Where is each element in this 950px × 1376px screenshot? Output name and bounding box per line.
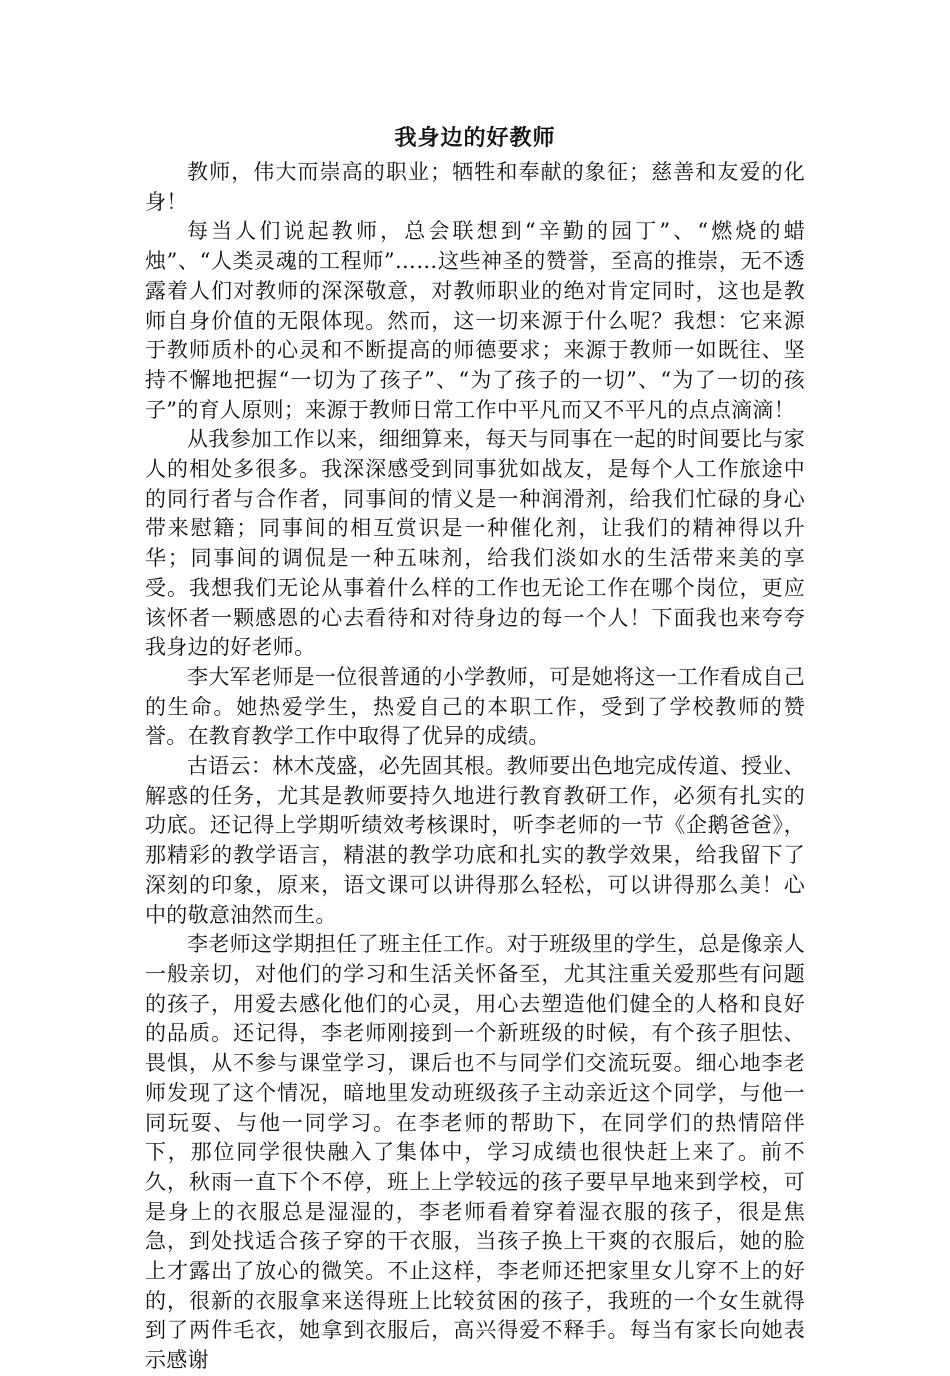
paragraph-4: 李大军老师是一位很普通的小学教师，可是她将这一工作看成自己的生命。她热爱学生，热爱自己的本职工作，受到了学校教师的赞誉。在教育教学工作中取得了优异的成绩。 [145, 664, 805, 749]
paragraph-2: 每当人们说起教师，总会联想到“辛勤的园丁”、“燃烧的蜡烛”、“人类灵魂的工程师”……这些神圣的赞誉，至高的推崇，无不透露着人们对教师的深深敬意，对教师职业的绝对肯定同时，这也是教师自身价值的无限体现。然而，这一切来源于什么呢？我想：它来源于教师质朴的心灵和不断提高的师德要求；来源于教师一如既往、坚持不懈地把握“一切为了孩子”、“为了孩子的一切”、“为了一切的孩子”的育人原则；来源于教师日常工作中平凡而又不平凡的点点滴滴！ [145, 219, 805, 422]
paragraph-3: 从我参加工作以来，细细算来，每天与同事在一起的时间要比与家人的相处多很多。我深深感受到同事犹如战友，是每个人工作旅途中的同行者与合作者，同事间的情义是一种润滑剂，给我们忙碌的身心带来慰籍；同事间的相互赏识是一种催化剂，让我们的精神得以升华；同事间的调侃是一种五味剂，给我们淡如水的生活带来美的享受。我想我们无论从事着什么样的工作也无论工作在哪个岗位，更应该怀者一颗感恩的心去看待和对待身边的每一个人！下面我也来夸夸我身边的好老师。 [145, 427, 805, 660]
paragraph-1: 教师，伟大而崇高的职业；牺牲和奉献的象征；慈善和友爱的化身！ [145, 160, 805, 214]
document-title: 我身边的好教师 [394, 125, 556, 151]
document-page [145, 118, 805, 1376]
paragraph-6: 李老师这学期担任了班主任工作。对于班级里的学生，总是像亲人一般亲切，对他们的学习和生活关怀备至，尤其注重关爱那些有问题的孩子，用爱去感化他们的心灵，用心去塑造他们健全的人格和良好的品质。还记得，李老师刚接到一个新班级的时候，有个孩子胆怯、畏惧，从不参与课堂学习，课后也不与同学们交流玩耍。细心地李老师发现了这个情况，暗地里发动班级孩子主动亲近这个同学，与他一同玩耍、与他一同学习。在李老师的帮助下，在同学们的热情陪伴下，那位同学很快融入了集体中，学习成绩也很快赶上来了。前不久，秋雨一直下个不停，班上上学较远的孩子要早早地来到学校，可是身上的衣服总是湿湿的，李老师看着穿着湿衣服的孩子，很是焦急，到处找适合孩子穿的干衣服，当孩子换上干爽的衣服后，她的脸上才露出了放心的微笑。不止这样，李老师还把家里女儿穿不上的好的，很新的衣服拿来送得班上比较贫困的孩子，我班的一个女生就得到了两件毛衣，她拿到衣服后，高兴得爱不释手。每当有家长向她表示感谢 [145, 932, 805, 1373]
paragraph-5: 古语云：林木茂盛，必先固其根。教师要出色地完成传道、授业、解惑的任务，尤其是教师要持久地进行教育教研工作，必须有扎实的功底。还记得上学期听绩效考核课时，听李老师的一节《企鹅爸爸》，那精彩的教学语言，精湛的教学功底和扎实的教学效果，给我留下了深刻的印象，原来，语文课可以讲得那么轻松，可以讲得那么美！心中的敬意油然而生。 [145, 754, 805, 927]
